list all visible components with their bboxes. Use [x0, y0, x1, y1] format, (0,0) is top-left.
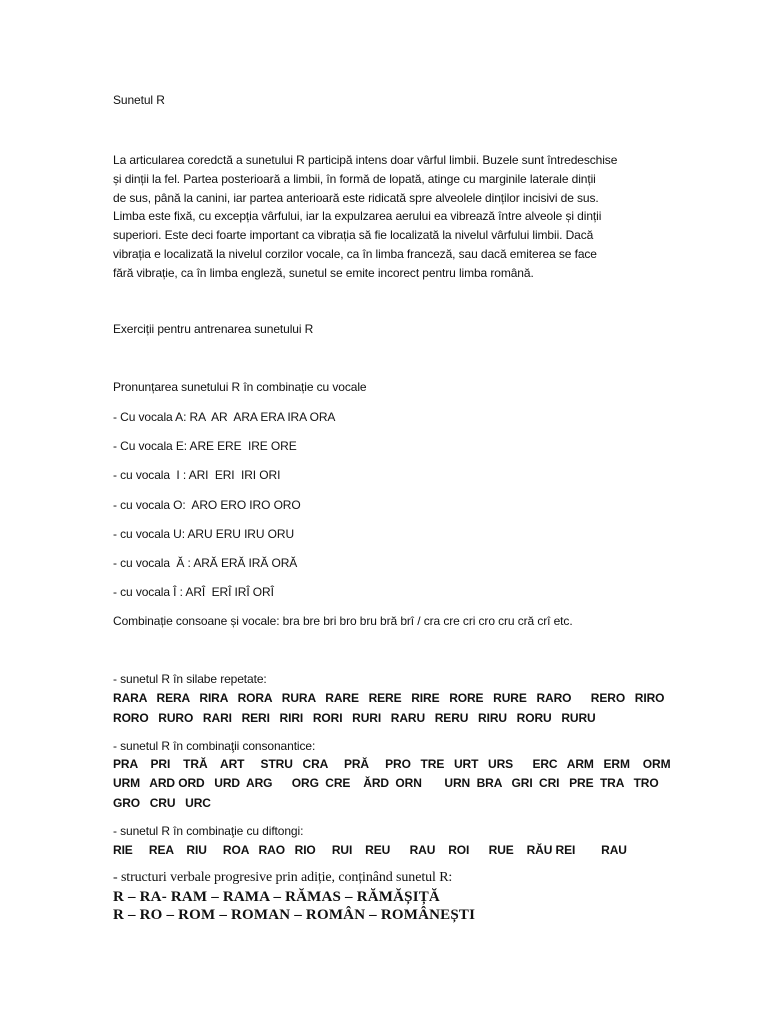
consonantic-label: - sunetul R în combinaţii consonantice: [113, 739, 316, 753]
repeated-syllables-line: RARA RERA RIRA RORA RURA RARE RERE RIRE RORE RURE RARO RERO RIRO [113, 691, 665, 705]
progressive-line: R – RA- RAM – RAMA – RĂMAS – RĂMĂȘIȚĂ [113, 889, 440, 905]
document-title: Sunetul R [113, 93, 165, 107]
intro-line: fără vibrație, ca în limba engleză, sunetul se emite incorect pentru limba română. [113, 265, 534, 280]
repeated-syllables-label: - sunetul R în silabe repetate: [113, 672, 267, 686]
consonantic-line: URM ARD ORD URD ARG ORG CRE ĂRD ORN URN BRA GRI CRI PRE TRA TRO [113, 776, 659, 790]
vowel-line-e: - Cu vocala E: ARE ERE IRE ORE [113, 439, 297, 453]
diphthongs-label: - sunetul R în combinaţie cu diftongi: [113, 824, 304, 838]
intro-line: Limba este fixă, cu excepția vârfului, iar la expulzarea aerului ea vibrează între alveole și dinții [113, 209, 602, 224]
intro-line: de sus, până la canini, iar partea anterioară este ridicată spre alveolele dinților incisivi de sus. [113, 190, 599, 205]
consonantic-line: PRA PRI TRĂ ART STRU CRA PRĂ PRO TRE URT URS ERC ARM ERM ORM [113, 757, 671, 771]
intro-paragraph [113, 151, 653, 283]
vowels-heading: Pronunțarea sunetului R în combinație cu vocale [113, 380, 367, 394]
consonantic-line: GRO CRU URC [113, 796, 211, 810]
vowel-line-a: - Cu vocala A: RA AR ARA ERA IRA ORA [113, 410, 336, 424]
consonant-vowel-line: Combinație consoane și vocale: bra bre bri bro bru bră brî / cra cre cri cro cru cră crî etc. [113, 614, 573, 628]
progressive-line: R – RO – ROM – ROMAN – ROMÂN – ROMÂNEȘTI [113, 907, 476, 923]
vowel-line-i: - cu vocala I : ARI ERI IRI ORI [113, 468, 281, 482]
exercises-heading: Exerciții pentru antrenarea sunetului R [113, 322, 314, 336]
vowel-line-i-circumflex: - cu vocala Î : ARÎ ERÎ IRÎ ORÎ [113, 585, 274, 599]
diphthongs-line: RIE REA RIU ROA RAO RIO RUI REU RAU ROI RUE RĂU REI RAU [113, 843, 627, 857]
vowel-line-o: - cu vocala O: ARO ERO IRO ORO [113, 498, 301, 512]
intro-line: superiori. Este deci foarte important ca vibrația să fie localizată la nivelul vârfului limbii. Dacă [113, 228, 594, 243]
intro-line: vibrația e localizată la nivelul corzilor vocale, ca în limba franceză, sau dacă emiterea se face [113, 246, 597, 261]
progressive-structures-label: - structuri verbale progresive prin adiție, conținând sunetul R: [113, 870, 453, 885]
repeated-syllables-line: RORO RURO RARI RERI RIRI RORI RURI RARU RERU RIRU RORU RURU [113, 711, 596, 725]
vowel-line-u: - cu vocala U: ARU ERU IRU ORU [113, 527, 295, 541]
vowel-line-a-breve: - cu vocala Ă : ARĂ ERĂ IRĂ ORĂ [113, 556, 298, 570]
intro-line: și dinții la fel. Partea posterioară a limbii, în formă de lopată, atinge cu marginile laterale dinții [113, 171, 596, 186]
intro-line: La articularea coredctă a sunetului R participă intens doar vârful limbii. Buzele sunt întredeschise [113, 153, 618, 167]
